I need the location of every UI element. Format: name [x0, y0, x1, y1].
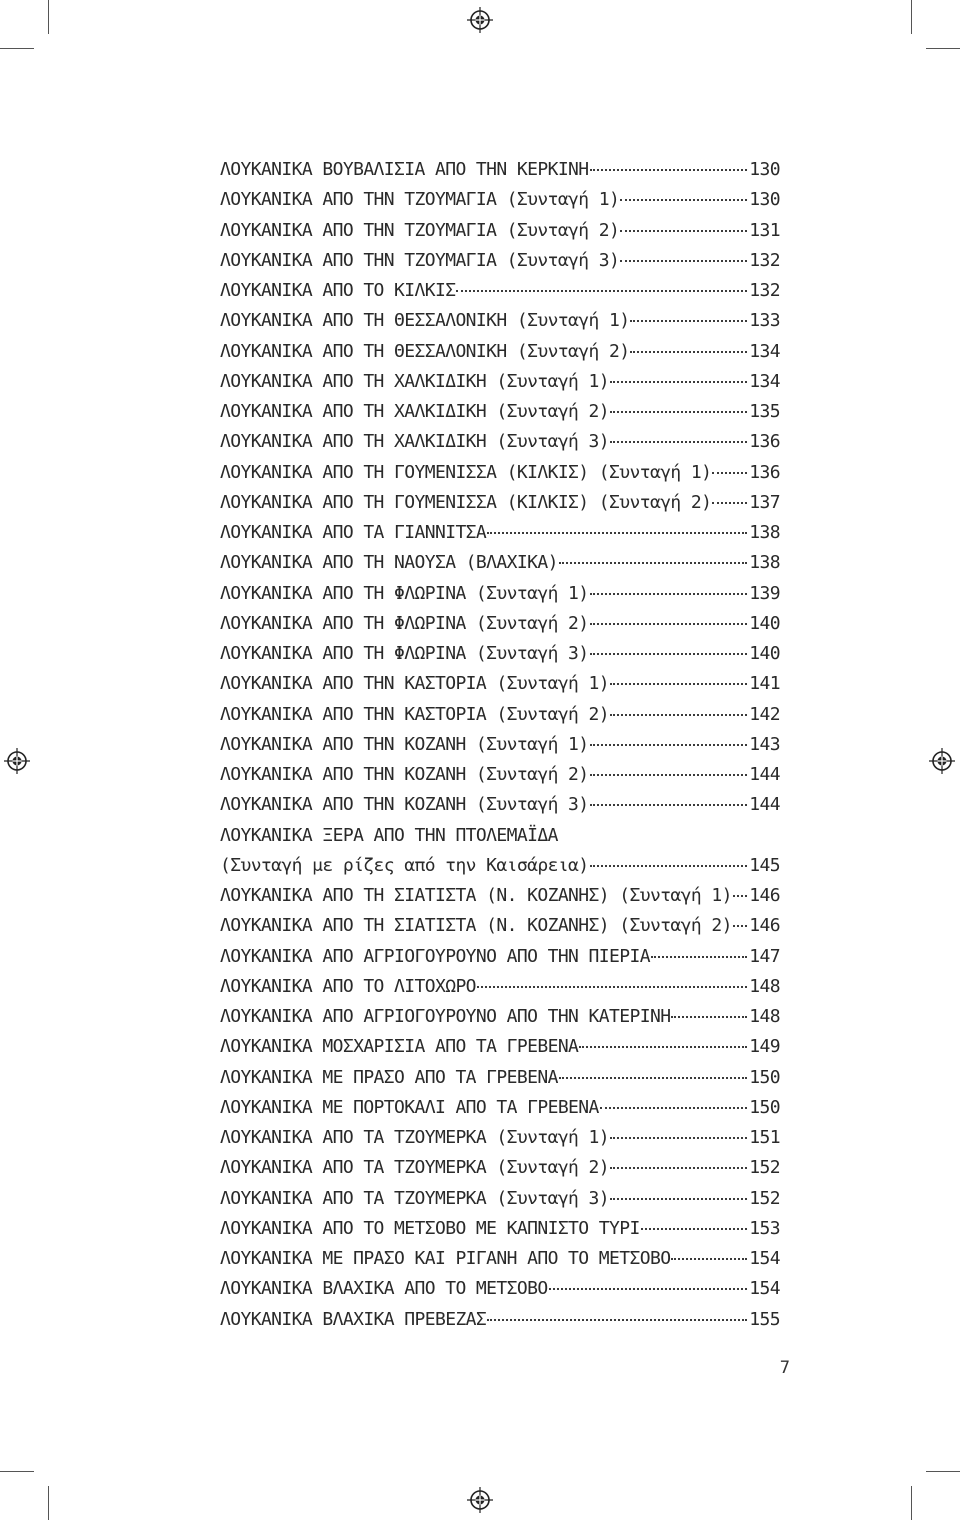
- toc-entry: [220, 730, 780, 760]
- toc-entry: [220, 427, 780, 457]
- toc-entry-page: 149: [749, 1036, 780, 1058]
- toc-entry: [220, 518, 780, 548]
- dot-leader: [610, 411, 747, 413]
- dot-leader: [477, 986, 747, 988]
- dot-leader: [651, 956, 747, 958]
- toc-entry-title: ΛΟΥΚΑΝΙΚΑ ΑΠΟ ΤΗΝ ΚΑΣΤΟΡΙΑ (Συνταγή 1): [220, 673, 610, 695]
- toc-entry-title: ΛΟΥΚΑΝΙΚΑ ΑΠΟ ΤΗ ΘΕΣΣΑΛΟΝΙΚΗ (Συνταγή 2): [220, 340, 630, 362]
- toc-entry-title: ΛΟΥΚΑΝΙΚΑ ΑΠΟ ΤΗ ΦΛΩΡΙΝΑ (Συνταγή 3): [220, 643, 589, 664]
- toc-entry-page: 141: [749, 673, 780, 695]
- toc-entry-page: 150: [749, 1066, 780, 1088]
- toc-entry-page: 134: [749, 370, 780, 392]
- toc-entry: [220, 639, 780, 669]
- dot-leader: [590, 593, 748, 595]
- toc-entry-page: 145: [749, 854, 780, 876]
- toc-entry: [220, 337, 780, 367]
- toc-entry: [220, 609, 780, 639]
- toc-entry-page: 138: [749, 552, 780, 574]
- toc-entry: [220, 1214, 780, 1244]
- toc-entry-page: 136: [749, 461, 780, 483]
- toc-entry-page: 152: [749, 1157, 780, 1179]
- toc-entry-title: ΛΟΥΚΑΝΙΚΑ ΜΕ ΠΟΡΤΟΚΑΛΙ ΑΠΟ ΤΑ ΓΡΕΒΕΝΑ: [220, 1096, 599, 1118]
- toc-entry-page: 154: [749, 1278, 780, 1300]
- table-of-contents: [220, 155, 780, 1335]
- toc-entry-title: ΛΟΥΚΑΝΙΚΑ ΑΠΟ ΤΗ ΓΟΥΜΕΝΙΣΣΑ (ΚΙΛΚΙΣ) (Συνταγή 1): [220, 461, 712, 483]
- toc-entry-title: ΛΟΥΚΑΝΙΚΑ ΑΠΟ ΤΗ ΣΙΑΤΙΣΤΑ (Ν. ΚΟΖΑΝΗΣ) (Συνταγή 2): [220, 915, 732, 937]
- toc-entry-title: ΛΟΥΚΑΝΙΚΑ ΑΠΟ ΤΗ ΓΟΥΜΕΝΙΣΣΑ (ΚΙΛΚΙΣ) (Συνταγή 2): [220, 491, 712, 513]
- toc-entry-page: 135: [749, 401, 780, 422]
- toc-entry-title: ΛΟΥΚΑΝΙΚΑ ΑΠΟ ΤΑ ΤΖΟΥΜΕΡΚΑ (Συνταγή 2): [220, 1157, 610, 1179]
- toc-entry-title: ΛΟΥΚΑΝΙΚΑ ΑΠΟ ΤΗ ΘΕΣΣΑΛΟΝΙΚΗ (Συνταγή 1): [220, 310, 630, 332]
- toc-entry: [220, 1244, 780, 1274]
- dot-leader: [630, 351, 747, 353]
- toc-entry-title: ΛΟΥΚΑΝΙΚΑ ΑΠΟ ΤΗ ΧΑΛΚΙΔΙΚΗ (Συνταγή 2): [220, 401, 610, 422]
- toc-entry-title: ΛΟΥΚΑΝΙΚΑ ΑΠΟ ΤΗΝ ΤΖΟΥΜΑΓΙΑ (Συνταγή 1): [220, 189, 620, 211]
- toc-entry-page: 144: [749, 794, 780, 816]
- crop-mark: [926, 1471, 960, 1472]
- toc-entry-page: 154: [749, 1248, 780, 1269]
- toc-entry-page: 130: [749, 189, 780, 211]
- toc-entry-page: 151: [749, 1127, 780, 1148]
- toc-entry-title: ΛΟΥΚΑΝΙΚΑ ΑΠΟ ΤΗΝ ΚΟΖΑΝΗ (Συνταγή 3): [220, 794, 589, 816]
- dot-leader: [600, 1107, 748, 1109]
- toc-entry-page: 155: [749, 1308, 780, 1330]
- toc-entry-title: ΛΟΥΚΑΝΙΚΑ ΑΠΟ ΤΑ ΤΖΟΥΜΕΡΚΑ (Συνταγή 1): [220, 1127, 610, 1148]
- toc-entry: [220, 1093, 780, 1123]
- toc-entry: [220, 911, 780, 941]
- dot-leader: [456, 290, 747, 292]
- toc-entry-page: 132: [749, 249, 780, 271]
- toc-entry: [220, 397, 780, 427]
- toc-entry: [220, 185, 780, 215]
- toc-entry: [220, 851, 780, 881]
- crop-mark: [911, 0, 912, 34]
- toc-entry-page: 144: [749, 764, 780, 785]
- toc-entry: [220, 760, 780, 790]
- toc-entry-title: ΛΟΥΚΑΝΙΚΑ ΑΠΟ ΤΗ ΣΙΑΤΙΣΤΑ (Ν. ΚΟΖΑΝΗΣ) (Συνταγή 1): [220, 885, 732, 906]
- crop-mark: [911, 1486, 912, 1520]
- toc-entry-page: 147: [749, 945, 780, 967]
- toc-entry: [220, 1153, 780, 1183]
- toc-entry-page: 152: [749, 1187, 780, 1209]
- dot-leader: [610, 441, 747, 443]
- toc-entry-title: ΛΟΥΚΑΝΙΚΑ ΜΕ ΠΡΑΣΟ ΑΠΟ ΤΑ ΓΡΕΒΕΝΑ: [220, 1066, 558, 1088]
- registration-mark-icon: [4, 748, 30, 774]
- toc-entry-page: 134: [749, 340, 780, 362]
- dot-leader: [487, 532, 747, 534]
- toc-entry: [220, 488, 780, 518]
- toc-entry-page: 150: [749, 1096, 780, 1118]
- toc-entry: [220, 942, 780, 972]
- toc-entry-title: (Συνταγή με ρίζες από την Καισάρεια): [220, 854, 589, 876]
- dot-leader: [590, 774, 748, 776]
- toc-entry: [220, 367, 780, 397]
- toc-entry-page: 139: [749, 582, 780, 604]
- dot-leader: [590, 653, 748, 655]
- dot-leader: [630, 320, 747, 322]
- toc-entry-title: ΛΟΥΚΑΝΙΚΑ ΑΠΟ ΑΓΡΙΟΓΟΥΡΟΥΝΟ ΑΠΟ ΤΗΝ ΠΙΕΡΙΑ: [220, 945, 650, 967]
- toc-entry-page: 132: [749, 280, 780, 301]
- dot-leader: [487, 1319, 747, 1321]
- toc-entry-title: ΛΟΥΚΑΝΙΚΑ ΑΠΟ ΤΟ ΚΙΛΚΙΣ: [220, 280, 456, 301]
- toc-entry-title: ΛΟΥΚΑΝΙΚΑ ΒΟΥΒΑΛΙΣΙΑ ΑΠΟ ΤΗΝ ΚΕΡΚΙΝΗ: [220, 159, 589, 180]
- toc-entry-title: ΛΟΥΚΑΝΙΚΑ ΑΠΟ ΤΗ ΦΛΩΡΙΝΑ (Συνταγή 1): [220, 582, 589, 604]
- toc-entry: [220, 579, 780, 609]
- dot-leader: [610, 1198, 747, 1200]
- toc-entry-title: ΛΟΥΚΑΝΙΚΑ ΑΠΟ ΤΗΝ ΤΖΟΥΜΑΓΙΑ (Συνταγή 2): [220, 219, 620, 241]
- toc-entry-page: 136: [749, 431, 780, 453]
- dot-leader: [590, 169, 748, 171]
- toc-entry: [220, 1002, 780, 1032]
- toc-entry-page: 133: [749, 310, 780, 332]
- toc-entry-title: ΛΟΥΚΑΝΙΚΑ ΒΛΑΧΙΚΑ ΠΡΕΒΕΖΑΣ: [220, 1308, 487, 1330]
- toc-entry-title: ΛΟΥΚΑΝΙΚΑ ΜΕ ΠΡΑΣΟ ΚΑΙ ΡΙΓΑΝΗ ΑΠΟ ΤΟ ΜΕΤΣΟΒΟ: [220, 1248, 671, 1269]
- toc-entry-title: ΛΟΥΚΑΝΙΚΑ ΑΠΟ ΤΑ ΓΙΑΝΝΙΤΣΑ: [220, 522, 487, 543]
- toc-entry: [220, 246, 780, 276]
- dot-leader: [579, 1046, 747, 1048]
- toc-entry-title: ΛΟΥΚΑΝΙΚΑ ΑΠΟ ΤΗΝ ΚΟΖΑΝΗ (Συνταγή 2): [220, 764, 589, 785]
- toc-entry-title: ΛΟΥΚΑΝΙΚΑ ΑΠΟ ΤΗΝ ΚΟΖΑΝΗ (Συνταγή 1): [220, 733, 589, 755]
- dot-leader: [590, 804, 748, 806]
- toc-entry: [220, 458, 780, 488]
- crop-mark: [926, 48, 960, 49]
- toc-entry-page: 146: [749, 885, 780, 906]
- toc-entry-title: ΛΟΥΚΑΝΙΚΑ ΑΠΟ ΤΗΝ ΚΑΣΤΟΡΙΑ (Συνταγή 2): [220, 703, 610, 725]
- toc-entry-title: ΛΟΥΚΑΝΙΚΑ ΑΠΟ ΤΗ ΧΑΛΚΙΔΙΚΗ (Συνταγή 3): [220, 431, 610, 453]
- dot-leader: [733, 925, 747, 927]
- page-number: 7: [779, 1358, 790, 1378]
- toc-entry: [220, 669, 780, 699]
- toc-entry-page: 146: [749, 915, 780, 937]
- toc-entry: [220, 1184, 780, 1214]
- registration-mark-icon: [467, 1487, 493, 1513]
- toc-entry-page: 143: [749, 733, 780, 755]
- toc-entry-page: 137: [749, 491, 780, 513]
- toc-entry-page: 148: [749, 1006, 780, 1027]
- toc-entry-page: 153: [749, 1217, 780, 1239]
- toc-entry: [220, 700, 780, 730]
- dot-leader: [641, 1228, 748, 1230]
- dot-leader: [610, 683, 747, 685]
- toc-entry: [220, 155, 780, 185]
- toc-entry: [220, 1305, 780, 1335]
- crop-mark: [48, 0, 49, 34]
- dot-leader: [549, 1288, 748, 1290]
- registration-mark-icon: [467, 7, 493, 33]
- toc-entry-title: ΛΟΥΚΑΝΙΚΑ ΞΕΡΑ ΑΠΟ ΤΗΝ ΠΤΟΛΕΜΑΪΔΑ: [220, 824, 558, 846]
- toc-entry-title: ΛΟΥΚΑΝΙΚΑ ΑΠΟ ΤΗ ΦΛΩΡΙΝΑ (Συνταγή 2): [220, 612, 589, 634]
- registration-mark-icon: [929, 748, 955, 774]
- crop-mark: [0, 48, 34, 49]
- toc-entry: [220, 881, 780, 911]
- toc-entry: [220, 1032, 780, 1062]
- dot-leader: [712, 502, 747, 504]
- dot-leader: [712, 472, 747, 474]
- toc-entry: [220, 548, 780, 578]
- toc-entry-title: ΛΟΥΚΑΝΙΚΑ ΑΠΟ ΤΗΝ ΤΖΟΥΜΑΓΙΑ (Συνταγή 3): [220, 249, 620, 271]
- toc-entry-page: 138: [749, 522, 780, 543]
- toc-entry: [220, 1063, 780, 1093]
- toc-entry-page: 140: [749, 643, 780, 664]
- toc-entry-title: ΛΟΥΚΑΝΙΚΑ ΑΠΟ ΤΗ ΝΑΟΥΣΑ (ΒΛΑΧΙΚΑ): [220, 552, 558, 574]
- toc-entry: [220, 972, 780, 1002]
- toc-entry-page: 140: [749, 612, 780, 634]
- toc-entry: [220, 1274, 780, 1304]
- toc-entry: [220, 216, 780, 246]
- toc-entry: [220, 1123, 780, 1153]
- crop-mark: [0, 1471, 34, 1472]
- toc-entry-title: ΛΟΥΚΑΝΙΚΑ ΑΠΟ ΤΗ ΧΑΛΚΙΔΙΚΗ (Συνταγή 1): [220, 370, 610, 392]
- toc-entry: [220, 276, 780, 306]
- toc-entry-page: 130: [749, 159, 780, 180]
- toc-entry: [220, 306, 780, 336]
- toc-entry-page: 131: [749, 219, 780, 241]
- dot-leader: [610, 381, 747, 383]
- toc-entry: [220, 821, 780, 851]
- dot-leader: [610, 1167, 747, 1169]
- dot-leader: [610, 714, 747, 716]
- dot-leader: [590, 744, 748, 746]
- toc-entry-title: ΛΟΥΚΑΝΙΚΑ ΜΟΣΧΑΡΙΣΙΑ ΑΠΟ ΤΑ ΓΡΕΒΕΝΑ: [220, 1036, 579, 1058]
- dot-leader: [733, 895, 747, 897]
- dot-leader: [671, 1016, 747, 1018]
- dot-leader: [671, 1258, 747, 1260]
- dot-leader: [610, 1137, 747, 1139]
- dot-leader: [559, 1077, 747, 1079]
- dot-leader: [620, 260, 747, 262]
- toc-entry-page: 148: [749, 975, 780, 997]
- toc-entry-title: ΛΟΥΚΑΝΙΚΑ ΑΠΟ ΤΟ ΜΕΤΣΟΒΟ ΜΕ ΚΑΠΝΙΣΤΟ ΤΥΡΙ: [220, 1217, 640, 1239]
- dot-leader: [620, 199, 747, 201]
- dot-leader: [620, 230, 747, 232]
- toc-entry-page: 142: [749, 703, 780, 725]
- dot-leader: [559, 562, 747, 564]
- crop-mark: [48, 1486, 49, 1520]
- dot-leader: [590, 623, 748, 625]
- toc-entry-title: ΛΟΥΚΑΝΙΚΑ ΑΠΟ ΤΑ ΤΖΟΥΜΕΡΚΑ (Συνταγή 3): [220, 1187, 610, 1209]
- toc-entry-title: ΛΟΥΚΑΝΙΚΑ ΑΠΟ ΑΓΡΙΟΓΟΥΡΟΥΝΟ ΑΠΟ ΤΗΝ ΚΑΤΕΡΙΝΗ: [220, 1006, 671, 1027]
- toc-entry-title: ΛΟΥΚΑΝΙΚΑ ΑΠΟ ΤΟ ΛΙΤΟΧΩΡΟ: [220, 975, 476, 997]
- dot-leader: [590, 865, 748, 867]
- toc-entry-title: ΛΟΥΚΑΝΙΚΑ ΒΛΑΧΙΚΑ ΑΠΟ ΤΟ ΜΕΤΣΟΒΟ: [220, 1278, 548, 1300]
- toc-entry: [220, 790, 780, 820]
